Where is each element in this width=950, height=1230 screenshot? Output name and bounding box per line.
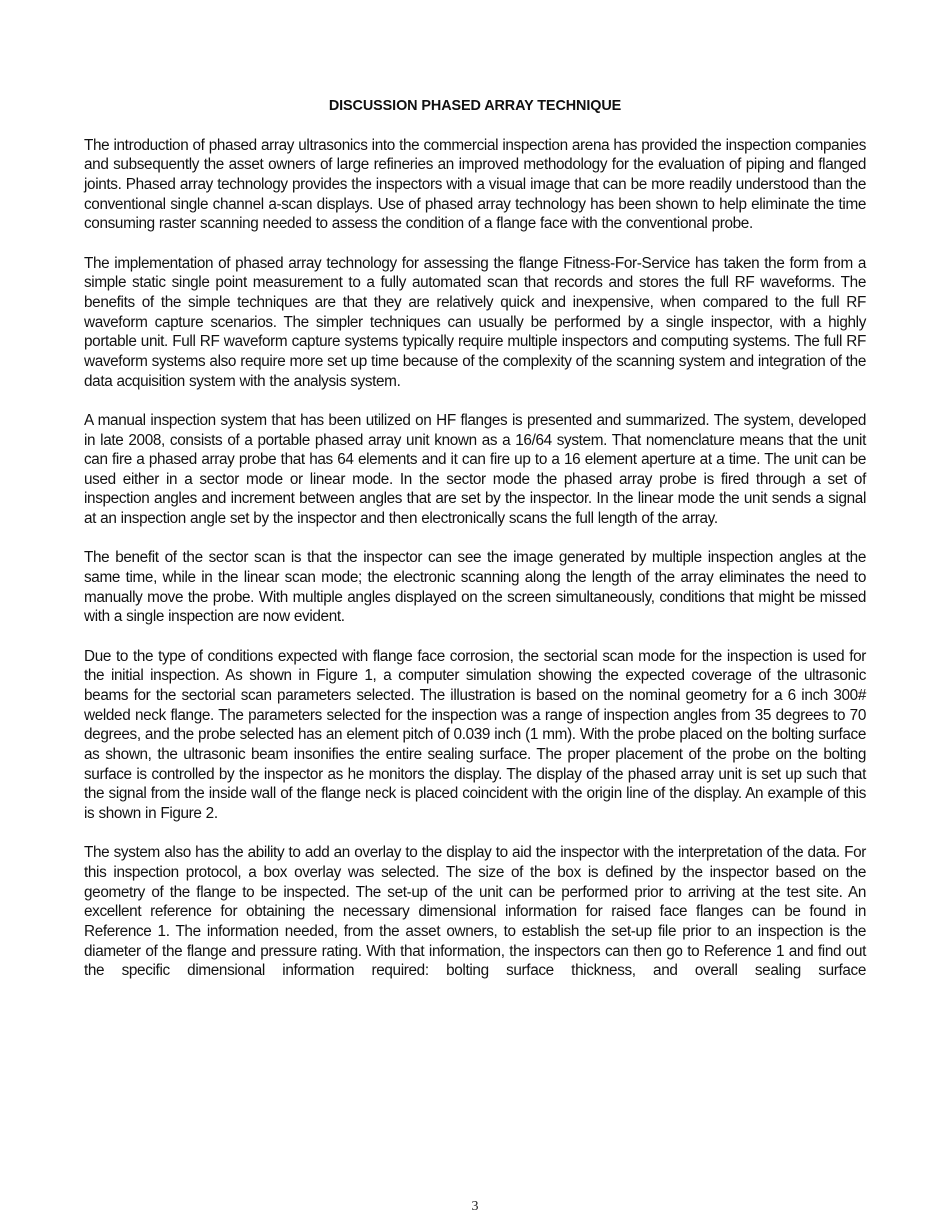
paragraph-sectorial-scan-mode: Due to the type of conditions expected with flange face corrosion, the sectorial scan mode for the inspection is used for the initial inspection. As shown in Figure 1, a computer simulation showing the expected coverage of the ultrasonic beams for the sectorial scan parameters selected. The illustration is based on the nominal geometry for a 6 inch 300# welded neck flange. The parameters selected for the inspection was a range of inspection angles from 35 degrees to 70 degrees, and the probe selected has an element pitch of 0.039 inch (1 mm). With the probe placed on the bolting surface as shown, the ultrasonic beam insonifies the entire sealing surface. The proper placement of the probe on the bolting surface is controlled by the inspector as he monitors the display. The display of the phased array unit is set up such that the signal from the inside wall of the flange neck is placed coincident with the origin line of the display. An example of this is shown in Figure 2. xyxy=(84,647,866,823)
paragraph-manual-inspection-system: A manual inspection system that has been utilized on HF flanges is presented and summarized. The system, developed in late 2008, consists of a portable phased array unit known as a 16/64 system. That nomenclature means that the unit can fire a phased array probe that has 64 elements and it can fire up to a 16 element aperture at a time. The unit can be used either in a sector mode or linear mode. In the sector mode the phased array probe is fired through a set of inspection angles and increment between angles that are set by the inspector. In the linear mode the unit sends a signal at an inspection angle set by the inspector and then electronically scans the full length of the array. xyxy=(84,411,866,528)
section-heading: DISCUSSION PHASED ARRAY TECHNIQUE xyxy=(328,97,622,114)
page-number: 3 xyxy=(471,1199,479,1214)
paragraph-implementation: The implementation of phased array technology for assessing the flange Fitness-For-Service has taken the form from a simple static single point measurement to a fully automated scan that records and stores the full RF waveforms. The benefits of the simple techniques are that they are relatively quick and inexpensive, when compared to the full RF waveform capture scenarios. The simpler techniques can usually be performed by a single inspector, with a highly portable unit. Full RF waveform capture systems typically require multiple inspectors and computing systems. The full RF waveform systems also require more set up time because of the complexity of the scanning system and integration of the data acquisition system with the analysis system. xyxy=(84,254,866,390)
paragraph-overlay: The system also has the ability to add an overlay to the display to aid the inspector with the interpretation of the data. For this inspection protocol, a box overlay was selected. The size of the box is defined by the inspector based on the geometry of the flange to be inspected. The set-up of the unit can be performed prior to arriving at the test site. An excellent reference for obtaining the necessary dimensional information for raised face flanges can be found in Reference 1. The information needed, from the asset owners, to establish the set-up file prior to an inspection is the diameter of the flange and pressure rating. With that information, the inspectors can then go to Reference 1 and find out the specific dimensional information required: bolting surface thickness, and overall sealing surface xyxy=(84,844,866,980)
paragraph-introduction: The introduction of phased array ultrasonics into the commercial inspection arena has provided the inspection companies and subsequently the asset owners of large refineries an improved methodology for the evaluation of piping and flanged joints. Phased array technology provides the inspectors with a visual image that can be more readily understood than the conventional single channel a-scan displays. Use of phased array technology has been shown to help eliminate the time consuming raster scanning needed to assess the condition of a flange face with the conventional probe. xyxy=(84,136,866,233)
paragraph-sector-scan-benefit: The benefit of the sector scan is that the inspector can see the image generated by multiple inspection angles at the same time, while in the linear scan mode; the electronic scanning along the length of the array eliminates the need to manually move the probe. With multiple angles displayed on the screen simultaneously, conditions that might be missed with a single inspection are now evident. xyxy=(84,549,866,626)
document-page xyxy=(84,96,866,981)
